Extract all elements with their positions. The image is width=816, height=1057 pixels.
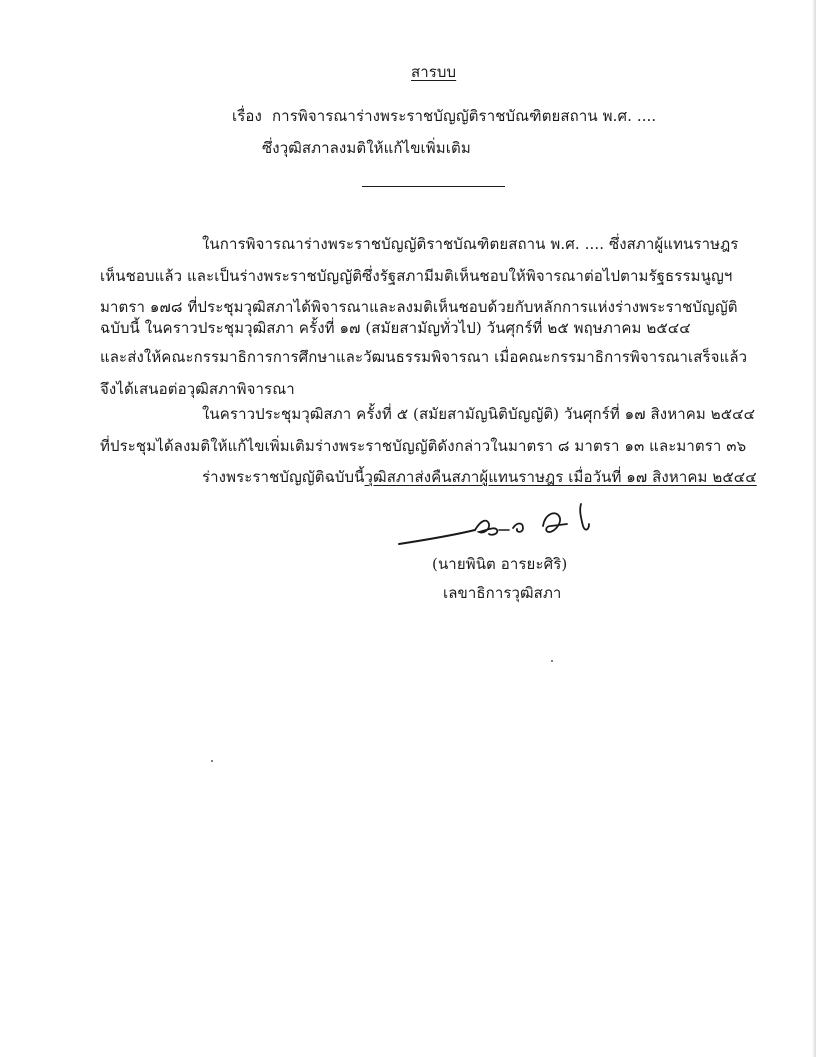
handwritten-signature	[395, 500, 615, 560]
page-edge-shadow	[812, 0, 816, 1057]
body-line-2: เห็นชอบแล้ว และเป็นร่างพระราชบัญญัติซึ่งรัฐสภามีมติเห็นชอบให้พิจารณาต่อไปตามรัฐธรรมนูญฯ	[100, 267, 733, 285]
subject-label: เรื่อง	[232, 107, 262, 125]
body-line-4: ฉบับนี้ ในคราวประชุมวุฒิสภา ครั้งที่ ๑๗ (สมัยสามัญทั่วไป) วันศุกร์ที่ ๒๕ พฤษภาคม ๒๕๔๔	[100, 319, 691, 337]
signatory-name: (นายพินิต อารยะศิริ)	[432, 555, 568, 573]
scan-speck	[551, 660, 553, 662]
scan-speck	[211, 760, 213, 762]
body-line-8: ที่ประชุมได้ลงมติให้แก้ไขเพิ่มเติมร่างพระราชบัญญัติดังกล่าวในมาตรา ๘ มาตรา ๑๓ และมาตรา ๓๖	[100, 437, 747, 455]
body-line-3: มาตรา ๑๗๘ ที่ประชุมวุฒิสภาได้พิจารณาและลงมติเห็นชอบด้วยกับหลักการแห่งร่างพระราชบัญญัติ	[100, 298, 738, 316]
section-divider	[362, 186, 505, 187]
document-heading: สารบบ	[411, 63, 457, 81]
subject-line-1: การพิจารณาร่างพระราชบัญญัติราชบัณฑิตยสถาน พ.ศ. ....	[272, 107, 657, 125]
body-line-7: ในคราวประชุมวุฒิสภา ครั้งที่ ๕ (สมัยสามัญนิติบัญญัติ) วันศุกร์ที่ ๑๗ สิงหาคม ๒๕๔๔	[202, 405, 756, 423]
body-line-6: จึงได้เสนอต่อวุฒิสภาพิจารณา	[100, 380, 295, 398]
final-line-prefix: ร่างพระราชบัญญัติฉบับนี้	[202, 468, 365, 486]
subject-line-2: ซึ่งวุฒิสภาลงมติให้แก้ไขเพิ่มเติม	[262, 139, 471, 157]
signatory-title: เลขาธิการวุฒิสภา	[443, 584, 562, 602]
final-line-underlined: วุฒิสภาส่งคืนสภาผู้แทนราษฎร เมื่อวันที่ ๑๗ สิงหาคม ๒๕๔๔	[364, 468, 757, 486]
body-line-1: ในการพิจารณาร่างพระราชบัญญัติราชบัณฑิตยสถาน พ.ศ. .... ซึ่งสภาผู้แทนราษฎร	[202, 235, 739, 253]
final-line	[202, 467, 757, 487]
body-line-5: และส่งให้คณะกรรมาธิการการศึกษาและวัฒนธรรมพิจารณา เมื่อคณะกรรมาธิการพิจารณาเสร็จแล้ว	[100, 348, 748, 366]
